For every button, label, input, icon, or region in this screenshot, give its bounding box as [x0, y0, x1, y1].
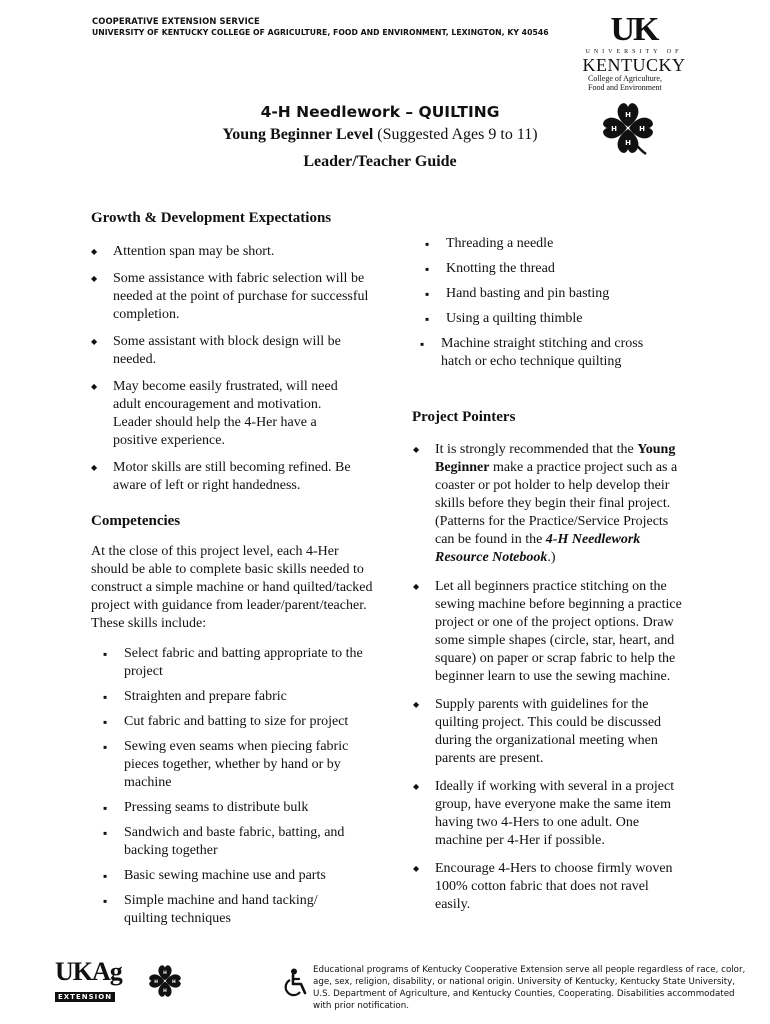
list-item: ▪ Sewing even seams when piecing fabric pieces together, whether by hand or by machine [124, 738, 374, 792]
uk-logo-college-2: Food and Environment [588, 83, 662, 92]
header-line-1: COOPERATIVE EXTENSION SERVICE [92, 16, 260, 26]
guide-subtitle [0, 153, 770, 171]
svg-text:H: H [625, 139, 631, 147]
competencies-heading: Competencies [91, 513, 181, 529]
list-item: ◆ Let all beginners practice stitching on the sewing machine before beginning a practice project or one of the project options. Draw some simple shapes (circle, star, heart, and square) on paper or scrap fabric to help the beginner learn to use the sewing machine. [435, 578, 690, 686]
uk-logo-college-1: College of Agriculture, [588, 74, 662, 83]
svg-text:H: H [154, 979, 158, 985]
svg-text:H: H [639, 125, 645, 133]
svg-text:H: H [163, 988, 167, 994]
growth-list [113, 243, 383, 495]
list-item: ◆ Encourage 4-Hers to choose firmly woven 100% cotton fabric that does not ravel easily. [435, 860, 680, 914]
list-item: ▪ Hand basting and pin basting [446, 285, 686, 303]
pointer-1-c: make a practice project such as a coaster or pot holder to help develop their skills before they begin their final project. (Patterns for the Practice/Service Projects can be found in the [435, 460, 678, 547]
list-item: ▪ Cut fabric and batting to size for project [124, 713, 374, 731]
svg-text:H: H [172, 979, 176, 985]
pointer-1-a: It is strongly recommended that the [435, 442, 638, 457]
uk-logo-mark: UK [610, 11, 658, 48]
list-item: ◆ May become easily frustrated, will need adult encouragement and motivation. Leader should help the 4-Her have a positive experience. [113, 378, 361, 450]
uk-logo [578, 12, 690, 94]
list-item: ▪ Sandwich and baste fabric, batting, and backing together [124, 824, 374, 860]
svg-text:H: H [625, 111, 631, 119]
list-item: ▪ Using a quilting thimble [446, 310, 686, 328]
page-title [0, 103, 770, 121]
pointer-1-notebook: 4-H Needlework Resource Notebook [435, 532, 641, 565]
growth-heading: Growth & Development Expectations [91, 210, 332, 226]
pointer-1-level: Young Beginner [435, 442, 676, 475]
list-item: ▪ Knotting the thread [446, 260, 686, 278]
list-item: ◆ Some assistance with fabric selection will be needed at the point of purchase for successful completion. [113, 270, 383, 324]
footer-statement: Educational programs of Kentucky Cooperative Extension serve all people regardless of race, color, age, sex, religion, disability, or national origin. University of Kentucky, Kentucky State University, U.S. Department of Agriculture, and Kentucky Counties, Cooperating. Disabilities accommodated with prior notification. [313, 965, 746, 1011]
uk-logo-university: UNIVERSITY OF [585, 49, 683, 55]
ukag-extension-bar: EXTENSION [55, 992, 115, 1002]
list-item: ▪ Select fabric and batting appropriate to the project [124, 645, 374, 681]
4h-clover-footer-icon [146, 962, 184, 1000]
list-item: ◆ Motor skills are still becoming refined. Be aware of left or right handedness. [113, 459, 358, 495]
level-subtitle [0, 126, 770, 144]
list-item: ▪ Machine straight stitching and cross hatch or echo technique quilting [441, 335, 666, 371]
list-item: ▪ Basic sewing machine use and parts [124, 867, 374, 885]
list-item: ▪ Simple machine and hand tacking/ quilting techniques [124, 892, 344, 928]
svg-text:H: H [163, 971, 167, 977]
pointers-list [435, 441, 690, 914]
list-item: ◆ Supply parents with guidelines for the quilting project. This could be discussed during the organizational meeting when parents are present. [435, 696, 675, 768]
svg-text:H: H [611, 125, 617, 133]
pointers-heading: Project Pointers [412, 409, 516, 425]
pointer-1-e: .) [547, 550, 556, 565]
level-bold: Young Beginner Level [222, 126, 374, 143]
list-item: ▪ Pressing seams to distribute bulk [124, 799, 374, 817]
list-item: ◆ Ideally if working with several in a project group, have everyone make the same item having two 4-Hers to one adult. One machine per 4-Her if possible. [435, 778, 675, 850]
header-line-2: UNIVERSITY OF KENTUCKY COLLEGE OF AGRICULTURE, FOOD AND ENVIRONMENT, LEXINGTON, KY 40546 [92, 28, 549, 37]
list-item: ▪ Straighten and prepare fabric [124, 688, 374, 706]
list-item [435, 441, 690, 567]
ukag-mark: UKAg [55, 957, 122, 986]
uk-logo-kentucky: KENTUCKY [582, 55, 686, 75]
guide-subtitle-text: Leader/Teacher Guide [303, 153, 457, 170]
skills-list [124, 645, 374, 928]
list-item: ▪ Threading a needle [446, 235, 686, 253]
page-title-text: 4-H Needlework – QUILTING [260, 103, 500, 121]
list-item: ◆ Some assistant with block design will be needed. [113, 333, 375, 369]
level-ages: (Suggested Ages 9 to 11) [373, 126, 538, 143]
list-item: ◆ Attention span may be short. [113, 243, 383, 261]
competencies-intro: At the close of this project level, each 4-Her should be able to complete basic skills needed to construct a simple machine or hand quilted/tacked project with guidance from leader/parent/teacher. These skills include: [91, 544, 373, 631]
accessibility-icon [283, 968, 309, 998]
skills-list-continued [441, 235, 686, 371]
ukag-extension-logo [55, 958, 130, 1002]
